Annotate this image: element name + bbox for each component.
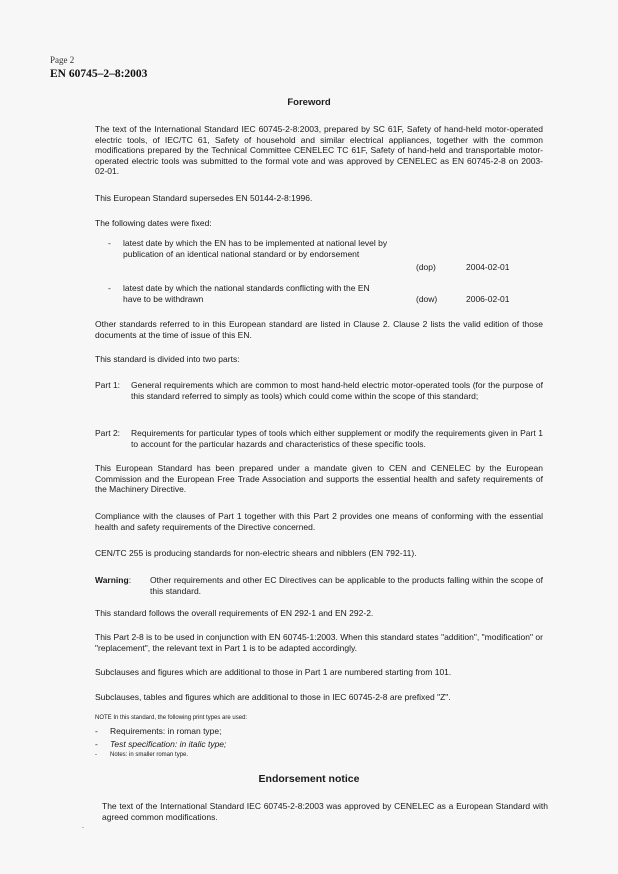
- date-code-dop: (dop): [416, 262, 436, 272]
- foreword-paragraph-8: CEN/TC 255 is producing standards for non-electric shears and nibblers (EN 792-11).: [95, 548, 417, 558]
- page-number: Page 2: [50, 55, 75, 65]
- warning-label-text: Warning: [95, 575, 129, 585]
- foreword-paragraph-12: Subclauses, tables and figures which are additional to those in IEC 60745-2-8 are prefixed "Z".: [95, 692, 451, 702]
- foreword-paragraph-5: This standard is divided into two parts:: [95, 354, 240, 364]
- date-code-dow: (dow): [416, 294, 438, 304]
- stray-mark: -: [82, 825, 84, 831]
- foreword-paragraph-9: This standard follows the overall requirements of EN 292-1 and EN 292-2.: [95, 608, 374, 618]
- foreword-paragraph-7: Compliance with the clauses of Part 1 together with this Part 2 provides one means of conforming with the essential health and safety requirements of the Directive concerned.: [95, 511, 543, 532]
- foreword-paragraph-1: The text of the International Standard IEC 60745-2-8:2003, prepared by SC 61F, Safety of hand-held motor-operated electric tools, of IEC/TC 61, Safety of household and similar electrical appliances, together with the common modifications prepared by the Technical Committee CENELEC TC 61F, Safety of hand-held and transportable motor-operated electric tools was submitted to the formal vote and was approved by CENELEC as EN 60745-2-8 on 2003-02-01.: [95, 124, 543, 177]
- foreword-title: Foreword: [287, 97, 331, 108]
- note-item-text: Notes: in smaller roman type.: [110, 752, 189, 758]
- foreword-paragraph-2: This European Standard supersedes EN 50144-2-8:1996.: [95, 193, 313, 203]
- date-item-text: latest date by which the EN has to be implemented at national level by publication of an identical national standard or by endorsement: [123, 238, 388, 259]
- list-dash: -: [95, 739, 98, 749]
- list-dash: -: [95, 726, 98, 736]
- part-1-text: General requirements which are common to most hand-held electric motor-operated tools (for the purpose of this standard referred to simply as tools) which could come within the scope of this standard;: [131, 380, 543, 401]
- standard-number: EN 60745–2–8:2003: [50, 68, 148, 80]
- foreword-paragraph-11: Subclauses and figures which are additional to those in Part 1 are numbered starting from 101.: [95, 667, 452, 677]
- endorsement-text: The text of the International Standard IEC 60745-2-8:2003 was approved by CENELEC as a European Standard with agreed common modifications.: [102, 801, 548, 822]
- foreword-paragraph-6: This European Standard has been prepared under a mandate given to CEN and CENELEC by the European Commission and the European Free Trade Association and supports the essential health and safety requirements of the Machinery Directive.: [95, 463, 543, 495]
- list-dash: -: [95, 752, 97, 758]
- note-item-text: Requirements: in roman type;: [110, 726, 222, 736]
- note-heading: NOTE In this standard, the following print types are used:: [95, 715, 248, 721]
- note-item-text: Test specification: in italic type;: [110, 739, 227, 749]
- warning-label: [95, 575, 131, 585]
- list-dash: -: [108, 238, 111, 248]
- warning-text: Other requirements and other EC Directives can be applicable to the products falling within the scope of this standard.: [150, 575, 543, 596]
- part-2-label: Part 2:: [95, 428, 121, 438]
- list-dash: -: [108, 283, 111, 293]
- foreword-paragraph-3: The following dates were fixed:: [95, 218, 212, 228]
- date-value-dop: 2004-02-01: [466, 262, 510, 272]
- date-value-dow: 2006-02-01: [466, 294, 510, 304]
- part-1-label: Part 1:: [95, 380, 121, 390]
- endorsement-title: Endorsement notice: [258, 773, 360, 785]
- date-item-text: latest date by which the national standards conflicting with the EN have to be withdrawn: [123, 283, 370, 304]
- warning-colon: :: [128, 575, 132, 585]
- foreword-paragraph-10: This Part 2-8 is to be used in conjunction with EN 60745-1:2003. When this standard states "addition", "modification" or "replacement", the relevant text in Part 1 is to be adapted accordingly.: [95, 632, 543, 653]
- foreword-paragraph-4: Other standards referred to in this European standard are listed in Clause 2. Clause 2 lists the valid edition of those documents at the time of issue of this EN.: [95, 319, 543, 340]
- part-2-text: Requirements for particular types of tools which either supplement or modify the requirements given in Part 1 to account for the particular hazards and characteristics of these specific tools.: [131, 428, 543, 449]
